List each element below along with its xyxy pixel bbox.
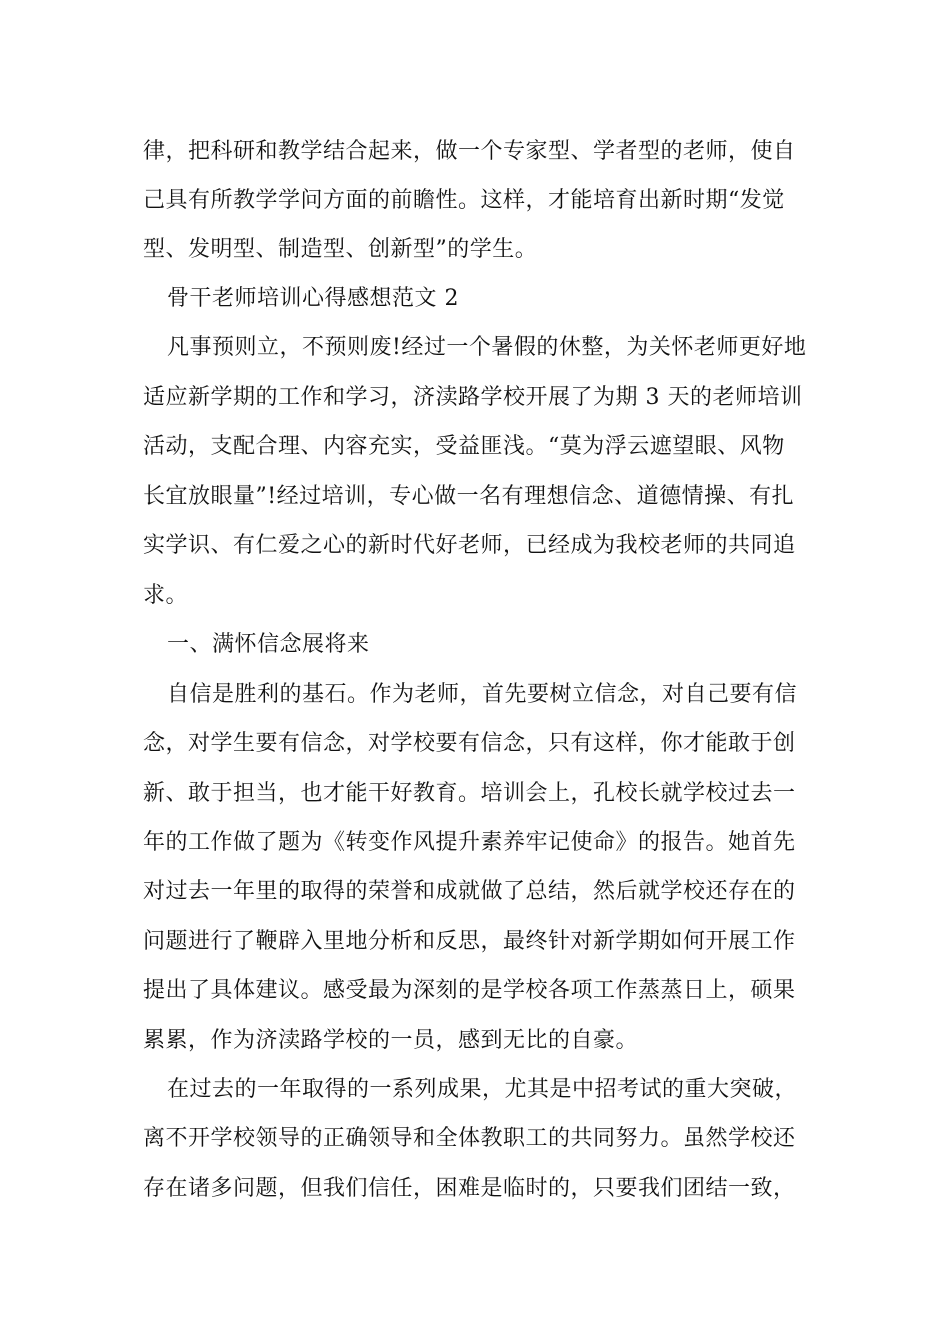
text-line: 累累，作为济渎路学校的一员，感到无比的自豪。 — [143, 1028, 639, 1053]
text-line: 自信是胜利的基石。作为老师，首先要树立信念，对自己要有信 — [167, 682, 798, 707]
text-line: 新、敢于担当，也才能干好教育。培训会上，孔校长就学校过去一 — [143, 781, 796, 806]
text-line: 凡事预则立，不预则废!经过一个暑假的休整，为关怀老师更好地 — [167, 335, 807, 360]
text-line: 实学识、有仁爱之心的新时代好老师，已经成为我校老师的共同追 — [143, 533, 796, 558]
text-line: 在过去的一年取得的一系列成果，尤其是中招考试的重大突破， — [167, 1077, 798, 1102]
text-line: 年的工作做了题为《转变作风提升素养牢记使命》的报告。她首先 — [143, 830, 796, 855]
text-line: 己具有所教学学问方面的前瞻性。这样，才能培育出新时期“发觉 — [143, 188, 785, 213]
text-line: 提出了具体建议。感受最为深刻的是学校各项工作蒸蒸日上，硕果 — [143, 978, 796, 1003]
text-line: 对过去一年里的取得的荣誉和成就做了总结，然后就学校还存在的 — [143, 879, 796, 904]
text-line: 律，把科研和教学结合起来，做一个专家型、学者型的老师，使自 — [143, 139, 796, 164]
text-line: 适应新学期的工作和学习，济渎路学校开展了为期 3 天的老师培训 — [143, 385, 803, 410]
text-line: 问题进行了鞭辟入里地分析和反思，最终针对新学期如何开展工作 — [143, 929, 796, 954]
text-line: 型、发明型、制造型、创新型”的学生。 — [143, 237, 538, 262]
text-line: 求。 — [143, 583, 189, 608]
text-line: 离不开学校领导的正确领导和全体教职工的共同努力。虽然学校还 — [143, 1126, 796, 1151]
text-line: 活动，支配合理、内容充实，受益匪浅。“莫为浮云遮望眼、风物 — [143, 434, 785, 459]
text-line: 长宜放眼量”!经过培训，专心做一名有理想信念、道德情操、有扎 — [143, 484, 795, 509]
subheading: 一、满怀信念展将来 — [167, 632, 370, 657]
section-title: 骨干老师培训心得感想范文 2 — [167, 286, 459, 311]
text-line: 存在诸多问题，但我们信任，困难是临时的，只要我们团结一致， — [143, 1176, 796, 1201]
text-line: 念，对学生要有信念，对学校要有信念，只有这样，你才能敢于创 — [143, 731, 796, 756]
